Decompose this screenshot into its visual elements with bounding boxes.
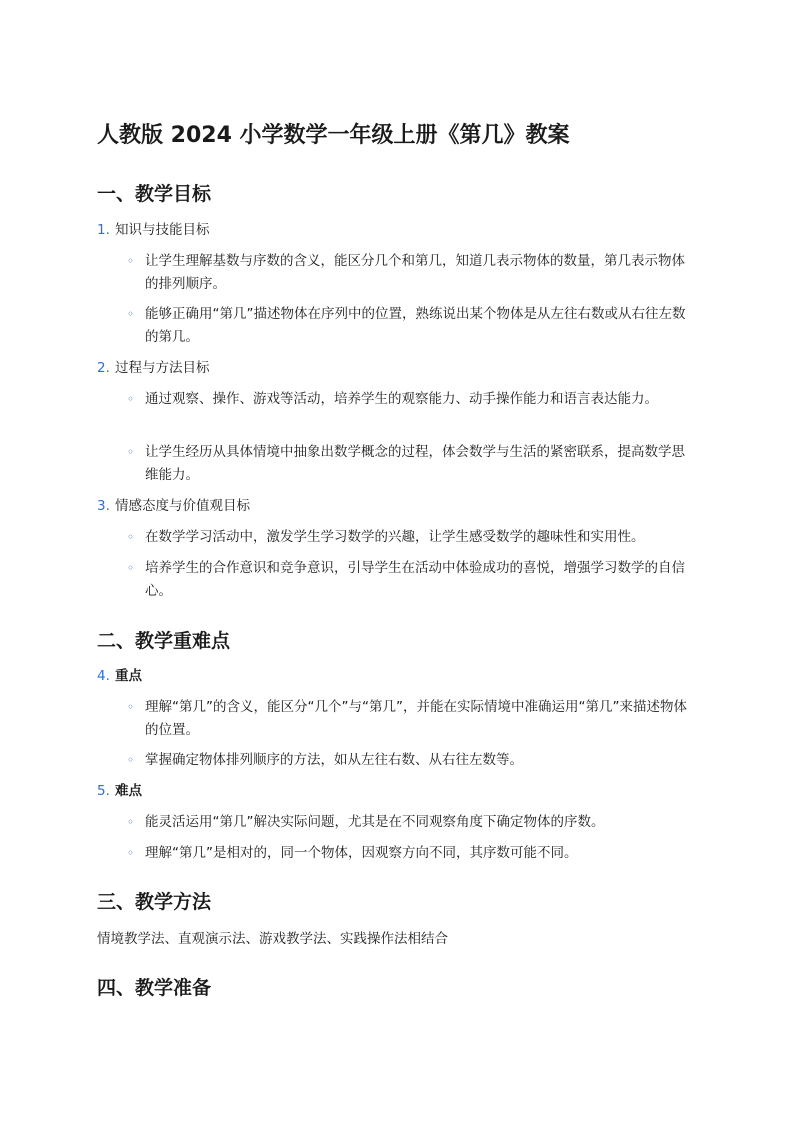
bullet-text: 让学生经历从具体情境中抽象出数学概念的过程，体会数学与生活的紧密联系，提高数学思维能力。 (145, 444, 685, 483)
bullet-circle-icon: ◦ (127, 700, 135, 714)
list-item-label: 知识与技能目标 (115, 222, 210, 238)
bullet-text: 培养学生的合作意识和竞争意识，引导学生在活动中体验成功的喜悦，增强学习数学的自信心。 (145, 560, 685, 599)
list-item-attitude-goals (97, 496, 250, 516)
list-item-knowledge-goals (97, 220, 210, 240)
bullet-text: 能灵活运用“第几”解决实际问题，尤其是在不同观察角度下确定物体的序数。 (145, 814, 605, 830)
list-item-difficult-point (97, 781, 142, 801)
bullet-text: 通过观察、操作、游戏等活动，培养学生的观察能力、动手操作能力和语言表达能力。 (145, 391, 658, 407)
list-item-label: 过程与方法目标 (115, 360, 210, 376)
bullet-item (127, 749, 697, 772)
list-item-label: 情感态度与价值观目标 (115, 498, 250, 514)
section-heading-teaching-goals: 一、教学目标 (97, 183, 212, 205)
bullet-circle-icon: ◦ (127, 307, 135, 321)
bullet-text: 理解“第几”的含义，能区分“几个”与“第几”，并能在实际情境中准确运用“第几”来描述物体的位置。 (145, 699, 687, 738)
teaching-methods-text: 情境教学法、直观演示法、游戏教学法、实践操作法相结合 (97, 931, 448, 947)
bullet-circle-icon: ◦ (127, 815, 135, 829)
bullet-circle-icon: ◦ (127, 561, 135, 575)
list-number: 5. (97, 783, 110, 799)
bullet-text: 理解“第几”是相对的，同一个物体，因观察方向不同，其序数可能不同。 (145, 845, 578, 861)
list-item-label: 重点 (115, 668, 142, 684)
document-title: 人教版 2024 小学数学一年级上册《第几》教案 (97, 123, 570, 148)
list-item-label: 难点 (115, 783, 142, 799)
list-number: 2. (97, 360, 110, 376)
section-heading-key-points: 二、教学重难点 (97, 630, 231, 652)
bullet-text: 让学生理解基数与序数的含义，能区分几个和第几，知道几表示物体的数量，第几表示物体的排列顺序。 (145, 253, 685, 292)
bullet-item (127, 696, 697, 742)
list-number: 4. (97, 668, 110, 684)
list-number: 1. (97, 222, 110, 238)
bullet-item (127, 388, 697, 411)
list-item-process-goals (97, 358, 210, 378)
bullet-item (127, 250, 697, 296)
section-heading-teaching-methods: 三、教学方法 (97, 891, 212, 913)
bullet-circle-icon: ◦ (127, 445, 135, 459)
list-item-key-point (97, 666, 142, 686)
bullet-circle-icon: ◦ (127, 392, 135, 406)
bullet-circle-icon: ◦ (127, 846, 135, 860)
bullet-circle-icon: ◦ (127, 254, 135, 268)
bullet-item (127, 842, 697, 865)
bullet-circle-icon: ◦ (127, 530, 135, 544)
bullet-text: 掌握确定物体排列顺序的方法，如从左往右数、从右往左数等。 (145, 752, 523, 768)
bullet-circle-icon: ◦ (127, 753, 135, 767)
list-number: 3. (97, 498, 110, 514)
bullet-item (127, 526, 697, 549)
bullet-item (127, 557, 697, 603)
bullet-item (127, 811, 697, 834)
bullet-item (127, 441, 697, 487)
bullet-text: 能够正确用“第几”描述物体在序列中的位置，熟练说出某个物体是从左往右数或从右往左数的第几。 (145, 306, 686, 345)
bullet-text: 在数学学习活动中，激发学生学习数学的兴趣，让学生感受数学的趣味性和实用性。 (145, 529, 645, 545)
bullet-item (127, 303, 697, 349)
section-heading-teaching-preparation: 四、教学准备 (97, 977, 212, 999)
